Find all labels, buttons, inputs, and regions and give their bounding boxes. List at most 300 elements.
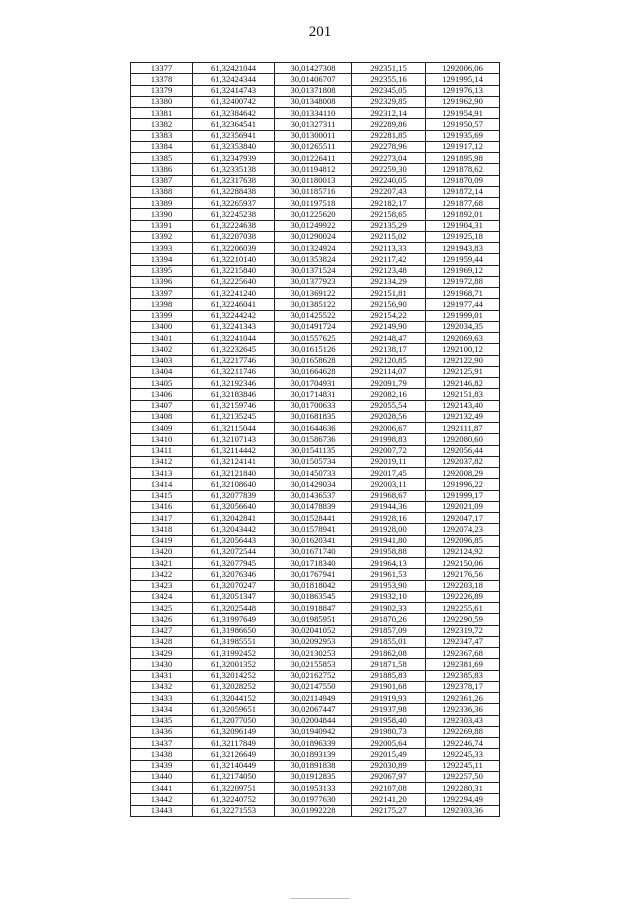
coordinates-table	[130, 62, 500, 817]
x-coordinate-cell: 291901,68	[352, 681, 426, 692]
latitude-cell: 61,31986650	[193, 625, 275, 636]
latitude-cell: 61,32217746	[193, 355, 275, 366]
longitude-cell: 30,01194812	[275, 164, 352, 175]
point-number-cell: 13437	[131, 738, 193, 749]
latitude-cell: 61,32271553	[193, 805, 275, 816]
x-coordinate-cell: 291980,73	[352, 726, 426, 737]
longitude-cell: 30,01265511	[275, 141, 352, 152]
latitude-cell: 61,32001352	[193, 659, 275, 670]
x-coordinate-cell: 292091,79	[352, 378, 426, 389]
latitude-cell: 61,32232645	[193, 344, 275, 355]
point-number-cell: 13433	[131, 693, 193, 704]
table-row	[131, 119, 500, 130]
x-coordinate-cell: 292017,45	[352, 468, 426, 479]
x-coordinate-cell: 292114,07	[352, 366, 426, 377]
latitude-cell: 61,32056443	[193, 535, 275, 546]
y-coordinate-cell: 1291950,57	[426, 119, 500, 130]
y-coordinate-cell: 1292290,59	[426, 614, 500, 625]
x-coordinate-cell: 292207,43	[352, 186, 426, 197]
y-coordinate-cell: 1292294,49	[426, 794, 500, 805]
table-row	[131, 513, 500, 524]
latitude-cell: 61,32224638	[193, 220, 275, 231]
table-row	[131, 198, 500, 209]
longitude-cell: 30,01671740	[275, 546, 352, 557]
longitude-cell: 30,01427308	[275, 63, 352, 74]
latitude-cell: 61,32174050	[193, 771, 275, 782]
point-number-cell: 13378	[131, 74, 193, 85]
point-number-cell: 13377	[131, 63, 193, 74]
x-coordinate-cell: 292113,33	[352, 243, 426, 254]
point-number-cell: 13380	[131, 96, 193, 107]
table-row	[131, 186, 500, 197]
longitude-cell: 30,01586736	[275, 434, 352, 445]
x-coordinate-cell: 292154,22	[352, 310, 426, 321]
latitude-cell: 61,32042841	[193, 513, 275, 524]
table-row	[131, 85, 500, 96]
x-coordinate-cell: 291919,93	[352, 693, 426, 704]
point-number-cell: 13381	[131, 108, 193, 119]
x-coordinate-cell: 291968,67	[352, 490, 426, 501]
x-coordinate-cell: 292149,90	[352, 321, 426, 332]
x-coordinate-cell: 291855,01	[352, 636, 426, 647]
point-number-cell: 13394	[131, 254, 193, 265]
table-row	[131, 726, 500, 737]
latitude-cell: 61,32245238	[193, 209, 275, 220]
longitude-cell: 30,01714831	[275, 389, 352, 400]
table-row	[131, 265, 500, 276]
latitude-cell: 61,32414743	[193, 85, 275, 96]
y-coordinate-cell: 1292255,61	[426, 603, 500, 614]
x-coordinate-cell: 291964,13	[352, 558, 426, 569]
latitude-cell: 61,32192346	[193, 378, 275, 389]
table-row	[131, 625, 500, 636]
latitude-cell: 61,32059651	[193, 704, 275, 715]
longitude-cell: 30,01718340	[275, 558, 352, 569]
longitude-cell: 30,01300011	[275, 130, 352, 141]
latitude-cell: 61,32072544	[193, 546, 275, 557]
point-number-cell: 13392	[131, 231, 193, 242]
table-row	[131, 659, 500, 670]
latitude-cell: 61,32114442	[193, 445, 275, 456]
x-coordinate-cell: 291902,33	[352, 603, 426, 614]
longitude-cell: 30,01918847	[275, 603, 352, 614]
table-row	[131, 760, 500, 771]
longitude-cell: 30,01429034	[275, 479, 352, 490]
x-coordinate-cell: 292259,30	[352, 164, 426, 175]
table-row	[131, 231, 500, 242]
point-number-cell: 13403	[131, 355, 193, 366]
x-coordinate-cell: 292278,96	[352, 141, 426, 152]
table-row	[131, 580, 500, 591]
y-coordinate-cell: 1292047,17	[426, 513, 500, 524]
table-row	[131, 614, 500, 625]
table-row	[131, 783, 500, 794]
longitude-cell: 30,01818042	[275, 580, 352, 591]
table-row	[131, 220, 500, 231]
y-coordinate-cell: 1291976,13	[426, 85, 500, 96]
longitude-cell: 30,01977630	[275, 794, 352, 805]
longitude-cell: 30,01528441	[275, 513, 352, 524]
table-row	[131, 366, 500, 377]
y-coordinate-cell: 1291878,62	[426, 164, 500, 175]
latitude-cell: 61,32288438	[193, 186, 275, 197]
y-coordinate-cell: 1292143,40	[426, 400, 500, 411]
longitude-cell: 30,02147550	[275, 681, 352, 692]
point-number-cell: 13399	[131, 310, 193, 321]
longitude-cell: 30,01985951	[275, 614, 352, 625]
y-coordinate-cell: 1292319,72	[426, 625, 500, 636]
table-row	[131, 591, 500, 602]
longitude-cell: 30,02041052	[275, 625, 352, 636]
y-coordinate-cell: 1291904,31	[426, 220, 500, 231]
table-row	[131, 535, 500, 546]
latitude-cell: 61,32347939	[193, 153, 275, 164]
y-coordinate-cell: 1292056,44	[426, 445, 500, 456]
longitude-cell: 30,01478839	[275, 501, 352, 512]
table-row	[131, 715, 500, 726]
latitude-cell: 61,32028252	[193, 681, 275, 692]
latitude-cell: 61,32356941	[193, 130, 275, 141]
table-row	[131, 400, 500, 411]
point-number-cell: 13382	[131, 119, 193, 130]
point-number-cell: 13419	[131, 535, 193, 546]
x-coordinate-cell: 292329,85	[352, 96, 426, 107]
latitude-cell: 61,32207038	[193, 231, 275, 242]
table-row	[131, 310, 500, 321]
x-coordinate-cell: 291857,09	[352, 625, 426, 636]
x-coordinate-cell: 291932,10	[352, 591, 426, 602]
table-row	[131, 693, 500, 704]
table-row	[131, 74, 500, 85]
latitude-cell: 61,31985551	[193, 636, 275, 647]
latitude-cell: 61,32077839	[193, 490, 275, 501]
table-row	[131, 546, 500, 557]
table-row	[131, 794, 500, 805]
y-coordinate-cell: 1292006,06	[426, 63, 500, 74]
x-coordinate-cell: 292240,05	[352, 175, 426, 186]
table-row	[131, 108, 500, 119]
latitude-cell: 61,32117849	[193, 738, 275, 749]
point-number-cell: 13407	[131, 400, 193, 411]
y-coordinate-cell: 1292080,60	[426, 434, 500, 445]
x-coordinate-cell: 292345,05	[352, 85, 426, 96]
point-number-cell: 13383	[131, 130, 193, 141]
x-coordinate-cell: 291953,90	[352, 580, 426, 591]
latitude-cell: 61,32159746	[193, 400, 275, 411]
table-row	[131, 558, 500, 569]
footer-divider	[290, 898, 350, 899]
latitude-cell: 61,32265937	[193, 198, 275, 209]
y-coordinate-cell: 1292111,87	[426, 423, 500, 434]
longitude-cell: 30,01197518	[275, 198, 352, 209]
latitude-cell: 61,32140449	[193, 760, 275, 771]
x-coordinate-cell: 292281,85	[352, 130, 426, 141]
point-number-cell: 13421	[131, 558, 193, 569]
point-number-cell: 13430	[131, 659, 193, 670]
longitude-cell: 30,01505734	[275, 456, 352, 467]
longitude-cell: 30,01896339	[275, 738, 352, 749]
table-row	[131, 333, 500, 344]
y-coordinate-cell: 1291925,18	[426, 231, 500, 242]
x-coordinate-cell: 292003,11	[352, 479, 426, 490]
latitude-cell: 61,31997649	[193, 614, 275, 625]
longitude-cell: 30,01406707	[275, 74, 352, 85]
point-number-cell: 13441	[131, 783, 193, 794]
latitude-cell: 61,32107143	[193, 434, 275, 445]
point-number-cell: 13423	[131, 580, 193, 591]
y-coordinate-cell: 1292245,33	[426, 749, 500, 760]
y-coordinate-cell: 1291877,68	[426, 198, 500, 209]
latitude-cell: 61,32240752	[193, 794, 275, 805]
point-number-cell: 13414	[131, 479, 193, 490]
latitude-cell: 61,32056640	[193, 501, 275, 512]
point-number-cell: 13435	[131, 715, 193, 726]
point-number-cell: 13431	[131, 670, 193, 681]
latitude-cell: 61,32115044	[193, 423, 275, 434]
y-coordinate-cell: 1291870,09	[426, 175, 500, 186]
longitude-cell: 30,01371808	[275, 85, 352, 96]
y-coordinate-cell: 1292132,49	[426, 411, 500, 422]
point-number-cell: 13409	[131, 423, 193, 434]
latitude-cell: 61,32076346	[193, 569, 275, 580]
y-coordinate-cell: 1291999,01	[426, 310, 500, 321]
longitude-cell: 30,01664628	[275, 366, 352, 377]
latitude-cell: 61,32044152	[193, 693, 275, 704]
x-coordinate-cell: 292289,86	[352, 119, 426, 130]
y-coordinate-cell: 1291995,14	[426, 74, 500, 85]
y-coordinate-cell: 1291959,44	[426, 254, 500, 265]
table-row	[131, 164, 500, 175]
latitude-cell: 61,32121840	[193, 468, 275, 479]
x-coordinate-cell: 292120,85	[352, 355, 426, 366]
point-number-cell: 13418	[131, 524, 193, 535]
latitude-cell: 61,32051347	[193, 591, 275, 602]
longitude-cell: 30,01371524	[275, 265, 352, 276]
longitude-cell: 30,01324924	[275, 243, 352, 254]
latitude-cell: 61,32241343	[193, 321, 275, 332]
longitude-cell: 30,01893139	[275, 749, 352, 760]
x-coordinate-cell: 292115,02	[352, 231, 426, 242]
x-coordinate-cell: 291958,40	[352, 715, 426, 726]
table-row	[131, 96, 500, 107]
table-row	[131, 411, 500, 422]
y-coordinate-cell: 1292125,91	[426, 366, 500, 377]
longitude-cell: 30,02162752	[275, 670, 352, 681]
y-coordinate-cell: 1291895,98	[426, 153, 500, 164]
table-row	[131, 130, 500, 141]
y-coordinate-cell: 1291969,12	[426, 265, 500, 276]
point-number-cell: 13440	[131, 771, 193, 782]
x-coordinate-cell: 291961,53	[352, 569, 426, 580]
y-coordinate-cell: 1292096,85	[426, 535, 500, 546]
table-row	[131, 153, 500, 164]
point-number-cell: 13443	[131, 805, 193, 816]
coordinates-table-body	[131, 63, 500, 817]
latitude-cell: 61,32317638	[193, 175, 275, 186]
longitude-cell: 30,01180013	[275, 175, 352, 186]
latitude-cell: 61,31992452	[193, 648, 275, 659]
latitude-cell: 61,32400742	[193, 96, 275, 107]
x-coordinate-cell: 292123,48	[352, 265, 426, 276]
y-coordinate-cell: 1292257,50	[426, 771, 500, 782]
y-coordinate-cell: 1291872,14	[426, 186, 500, 197]
y-coordinate-cell: 1291917,12	[426, 141, 500, 152]
table-row	[131, 141, 500, 152]
point-number-cell: 13398	[131, 299, 193, 310]
y-coordinate-cell: 1292122,90	[426, 355, 500, 366]
point-number-cell: 13442	[131, 794, 193, 805]
point-number-cell: 13401	[131, 333, 193, 344]
x-coordinate-cell: 292138,17	[352, 344, 426, 355]
x-coordinate-cell: 292141,20	[352, 794, 426, 805]
y-coordinate-cell: 1292336,36	[426, 704, 500, 715]
longitude-cell: 30,01912835	[275, 771, 352, 782]
latitude-cell: 61,32211746	[193, 366, 275, 377]
longitude-cell: 30,01491724	[275, 321, 352, 332]
table-row	[131, 243, 500, 254]
table-row	[131, 479, 500, 490]
point-number-cell: 13391	[131, 220, 193, 231]
table-row	[131, 63, 500, 74]
x-coordinate-cell: 292135,29	[352, 220, 426, 231]
longitude-cell: 30,01620341	[275, 535, 352, 546]
x-coordinate-cell: 292351,15	[352, 63, 426, 74]
longitude-cell: 30,01767941	[275, 569, 352, 580]
y-coordinate-cell: 1292151,83	[426, 389, 500, 400]
table-row	[131, 771, 500, 782]
point-number-cell: 13393	[131, 243, 193, 254]
table-row	[131, 445, 500, 456]
point-number-cell: 13396	[131, 276, 193, 287]
y-coordinate-cell: 1291977,44	[426, 299, 500, 310]
y-coordinate-cell: 1291996,22	[426, 479, 500, 490]
y-coordinate-cell: 1292150,06	[426, 558, 500, 569]
x-coordinate-cell: 292182,17	[352, 198, 426, 209]
x-coordinate-cell: 292007,72	[352, 445, 426, 456]
y-coordinate-cell: 1292074,23	[426, 524, 500, 535]
point-number-cell: 13438	[131, 749, 193, 760]
point-number-cell: 13420	[131, 546, 193, 557]
y-coordinate-cell: 1292008,29	[426, 468, 500, 479]
y-coordinate-cell: 1292378,17	[426, 681, 500, 692]
table-row	[131, 299, 500, 310]
point-number-cell: 13427	[131, 625, 193, 636]
x-coordinate-cell: 291928,16	[352, 513, 426, 524]
longitude-cell: 30,01658628	[275, 355, 352, 366]
table-row	[131, 276, 500, 287]
longitude-cell: 30,02004844	[275, 715, 352, 726]
y-coordinate-cell: 1291972,88	[426, 276, 500, 287]
point-number-cell: 13388	[131, 186, 193, 197]
x-coordinate-cell: 292067,97	[352, 771, 426, 782]
point-number-cell: 13436	[131, 726, 193, 737]
table-row	[131, 738, 500, 749]
longitude-cell: 30,01369122	[275, 288, 352, 299]
y-coordinate-cell: 1292146,82	[426, 378, 500, 389]
point-number-cell: 13422	[131, 569, 193, 580]
longitude-cell: 30,01541135	[275, 445, 352, 456]
point-number-cell: 13429	[131, 648, 193, 659]
latitude-cell: 61,32241044	[193, 333, 275, 344]
point-number-cell: 13387	[131, 175, 193, 186]
table-row	[131, 501, 500, 512]
y-coordinate-cell: 1292303,43	[426, 715, 500, 726]
x-coordinate-cell: 292134,29	[352, 276, 426, 287]
latitude-cell: 61,32135245	[193, 411, 275, 422]
x-coordinate-cell: 292015,49	[352, 749, 426, 760]
point-number-cell: 13424	[131, 591, 193, 602]
y-coordinate-cell: 1291943,83	[426, 243, 500, 254]
x-coordinate-cell: 291871,58	[352, 659, 426, 670]
y-coordinate-cell: 1292246,74	[426, 738, 500, 749]
x-coordinate-cell: 292151,81	[352, 288, 426, 299]
point-number-cell: 13390	[131, 209, 193, 220]
latitude-cell: 61,32384642	[193, 108, 275, 119]
x-coordinate-cell: 291998,83	[352, 434, 426, 445]
x-coordinate-cell: 292148,47	[352, 333, 426, 344]
point-number-cell: 13416	[131, 501, 193, 512]
table-row	[131, 569, 500, 580]
point-number-cell: 13408	[131, 411, 193, 422]
x-coordinate-cell: 292312,14	[352, 108, 426, 119]
table-row	[131, 456, 500, 467]
latitude-cell: 61,32025448	[193, 603, 275, 614]
x-coordinate-cell: 292158,65	[352, 209, 426, 220]
x-coordinate-cell: 291958,88	[352, 546, 426, 557]
table-row	[131, 704, 500, 715]
point-number-cell: 13397	[131, 288, 193, 299]
longitude-cell: 30,01953133	[275, 783, 352, 794]
table-row	[131, 209, 500, 220]
point-number-cell: 13439	[131, 760, 193, 771]
longitude-cell: 30,01436537	[275, 490, 352, 501]
table-row	[131, 524, 500, 535]
x-coordinate-cell: 291928,00	[352, 524, 426, 535]
latitude-cell: 61,32096149	[193, 726, 275, 737]
longitude-cell: 30,02130253	[275, 648, 352, 659]
point-number-cell: 13417	[131, 513, 193, 524]
latitude-cell: 61,32014252	[193, 670, 275, 681]
longitude-cell: 30,01249922	[275, 220, 352, 231]
longitude-cell: 30,01863545	[275, 591, 352, 602]
point-number-cell: 13389	[131, 198, 193, 209]
latitude-cell: 61,32206039	[193, 243, 275, 254]
latitude-cell: 61,32108640	[193, 479, 275, 490]
x-coordinate-cell: 292273,04	[352, 153, 426, 164]
point-number-cell: 13379	[131, 85, 193, 96]
x-coordinate-cell: 292107,08	[352, 783, 426, 794]
point-number-cell: 13404	[131, 366, 193, 377]
latitude-cell: 61,32246041	[193, 299, 275, 310]
table-row	[131, 434, 500, 445]
y-coordinate-cell: 1292069,63	[426, 333, 500, 344]
latitude-cell: 61,32353840	[193, 141, 275, 152]
longitude-cell: 30,01891838	[275, 760, 352, 771]
x-coordinate-cell: 291944,36	[352, 501, 426, 512]
y-coordinate-cell: 1291954,91	[426, 108, 500, 119]
table-row	[131, 254, 500, 265]
y-coordinate-cell: 1291968,71	[426, 288, 500, 299]
latitude-cell: 61,32210140	[193, 254, 275, 265]
longitude-cell: 30,01940942	[275, 726, 352, 737]
latitude-cell: 61,32124141	[193, 456, 275, 467]
table-row	[131, 603, 500, 614]
page-number: 201	[308, 24, 332, 40]
longitude-cell: 30,01704931	[275, 378, 352, 389]
latitude-cell: 61,32126649	[193, 749, 275, 760]
y-coordinate-cell: 1292347,47	[426, 636, 500, 647]
y-coordinate-cell: 1291962,90	[426, 96, 500, 107]
